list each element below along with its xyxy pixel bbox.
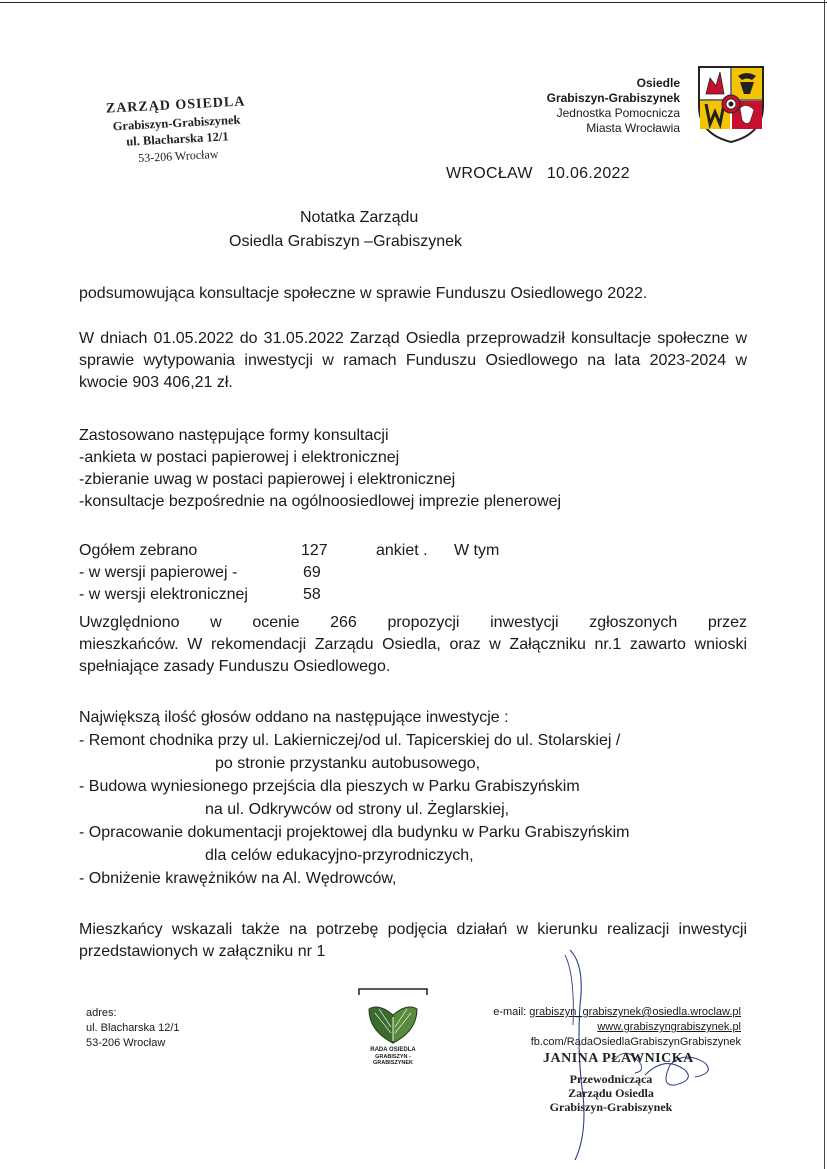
electronic-label: - w wersji elektronicznej [79, 586, 248, 603]
proposals-first-line [79, 612, 747, 634]
stats-row-paper [79, 562, 747, 584]
word: propozycji [387, 614, 460, 631]
signer-role [546, 1072, 676, 1114]
facebook-link[interactable]: fb.com/RadaOsiedlaGrabiszynGrabiszynek [530, 1036, 741, 1048]
signer-role-1: Przewodnicząca [569, 1072, 653, 1086]
form-item: -zbieranie uwag w postaci papierowej i elektronicznej [79, 471, 456, 488]
survey-statistics [79, 540, 747, 606]
logo-text-2: GRABISZYN - [375, 1054, 411, 1060]
right-border [824, 0, 825, 1169]
investment-item-line: po stronie przystanku autobusowego, [215, 755, 481, 772]
paragraph-proposals [79, 612, 747, 678]
top-investments [79, 707, 629, 891]
document-title-line-2: Osiedla Grabiszyn –Grabiszynek [229, 233, 462, 250]
stamp-line-4: 53-206 Wrocław [137, 146, 219, 166]
logo-text-3: GRABISZYNEK [372, 1060, 414, 1066]
word: przez [707, 614, 747, 631]
paper-label: - w wersji papierowej - [79, 564, 238, 581]
document-title-line-1: Notatka Zarządu [300, 209, 419, 226]
wroclaw-coat-of-arms-icon [696, 64, 766, 144]
date-city: WROCŁAW [446, 165, 533, 182]
total-suffix: W tym [454, 542, 500, 559]
email-link[interactable]: grabiszyn_grabiszynek@osiedla.wroclaw.pl [529, 1006, 741, 1018]
stamp-line-2: Grabiszyn-Grabiszynek [112, 112, 241, 134]
document-subject: podsumowująca konsultacje społeczne w sprawie Funduszu Osiedlowego 2022. [79, 285, 648, 302]
stats-row-total [79, 540, 747, 562]
total-label: Ogółem zebrano [79, 542, 198, 559]
form-item: -konsultacje bezpośrednie na ogólnoosiedlowej imprezie plenerowej [79, 493, 562, 510]
signer-role-3: Grabiszyn-Grabiszynek [549, 1100, 673, 1114]
paragraph-consultation-period: W dniach 01.05.2022 do 31.05.2022 Zarząd Osiedla przeprowadził konsultacje społeczne w sprawie wytypowania inwestycji w ramach Funduszu Osiedlowego na lata 2023-2024 w kwocie 903 406,21 zł. [79, 330, 747, 391]
investments-intro: Największą ilość głosów oddano na następujące inwestycje : [79, 709, 509, 726]
address-line-2: 53-206 Wrocław [86, 1037, 166, 1049]
word: ocenie [252, 614, 300, 631]
total-value: 127 [301, 542, 328, 559]
consultation-forms [79, 425, 561, 513]
investment-item-line: - Remont chodnika przy ul. Lakierniczej/od ul. Tapicerskiej do ul. Stolarskiej / [79, 732, 621, 749]
address-line-1: ul. Blacharska 12/1 [86, 1022, 180, 1034]
investment-item-line: na ul. Odkrywców od strony ul. Żeglarskiej, [205, 801, 510, 818]
investment-item-line: - Opracowanie dokumentacji projektowej dla budynku w Parku Grabiszyńskim [79, 824, 630, 841]
stamp-line-1: ZARZĄD OSIEDLA [105, 94, 246, 117]
signer-name: JANINA PŁAWNICKA [543, 1051, 694, 1066]
total-unit: ankiet . [376, 542, 428, 559]
proposals-rest: mieszkańców. W rekomendacji Zarządu Osiedla, oraz w Załączniku nr.1 zawarto wnioski spełniające zasady Funduszu Osiedlowego. [79, 636, 747, 675]
form-item: -ankieta w postaci papierowej i elektronicznej [79, 449, 400, 466]
word: zgłoszonych [589, 614, 678, 631]
signer-role-2: Zarządu Osiedla [568, 1086, 654, 1100]
sender-stamp [90, 94, 263, 169]
stats-row-electronic [79, 584, 747, 606]
electronic-value: 58 [303, 586, 321, 603]
document-date [446, 165, 644, 183]
investment-item-line: - Obniżenie krawężników na Al. Wędrowców, [79, 870, 397, 887]
footer-address [86, 1006, 180, 1051]
org-line-4: Miasta Wrocławia [586, 121, 680, 135]
paragraph-residents-needs: Mieszkańcy wskazali także na potrzebę podjęcia działań w kierunku realizacji inwestycji przedstawionych w załączniku nr 1 [79, 921, 747, 960]
word: w [210, 614, 222, 631]
logo-text-1: RADA OSIEDLA [370, 1047, 416, 1053]
investment-item-line: dla celów edukacyjno-przyrodniczych, [205, 847, 474, 864]
word: Uwzględniono [79, 614, 180, 631]
council-logo [357, 987, 429, 1069]
organization-header [547, 76, 680, 136]
website-link[interactable]: www.grabiszyngrabiszynek.pl [597, 1021, 741, 1033]
org-line-1: Osiedle [636, 76, 680, 90]
investment-item-line: - Budowa wyniesionego przejścia dla pieszych w Parku Grabiszyńskim [79, 778, 580, 795]
address-label: adres: [86, 1007, 117, 1019]
email-label: e-mail: [493, 1006, 527, 1018]
top-border [0, 2, 827, 3]
paper-value: 69 [303, 564, 321, 581]
org-line-3: Jednostka Pomocnicza [556, 106, 680, 120]
date-value: 10.06.2022 [546, 165, 630, 182]
word: 266 [330, 614, 357, 631]
word: inwestycji [490, 614, 559, 631]
stamp-line-3: ul. Blacharska 12/1 [125, 129, 229, 149]
forms-intro: Zastosowano następujące formy konsultacji [79, 427, 389, 444]
org-line-2: Grabiszyn-Grabiszynek [546, 91, 680, 105]
